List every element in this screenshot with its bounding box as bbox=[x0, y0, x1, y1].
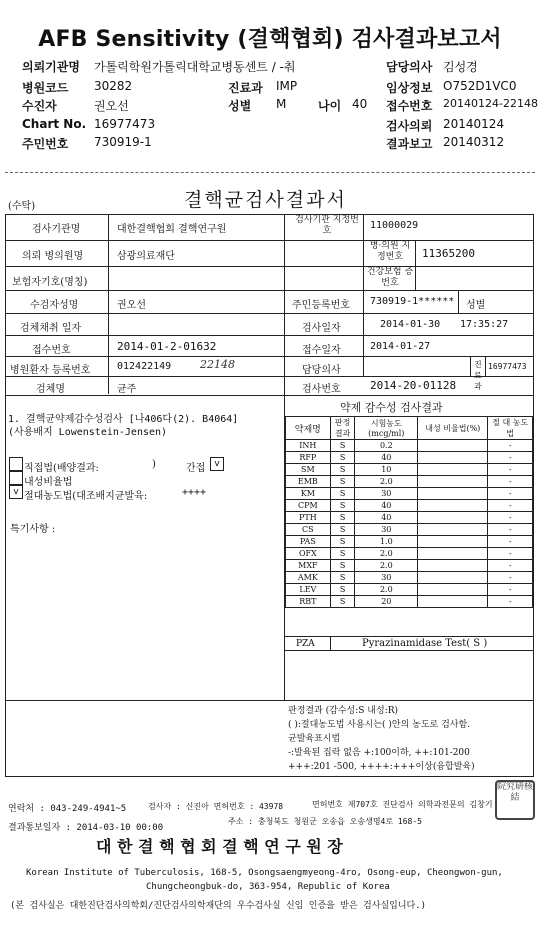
drug-conc-cell: 40 bbox=[355, 512, 418, 524]
drug-row bbox=[286, 488, 533, 500]
susceptibility-table bbox=[285, 416, 533, 608]
drug-ratio-cell bbox=[418, 596, 488, 608]
drug-conc-cell: 2.0 bbox=[355, 476, 418, 488]
drug-name-cell: SM bbox=[286, 464, 331, 476]
form-label: 검사기관 지정번호 bbox=[295, 215, 359, 236]
drug-ratio-cell bbox=[418, 500, 488, 512]
handwritten-note: 22148 bbox=[200, 358, 235, 371]
drug-ratio-cell bbox=[418, 512, 488, 524]
header-label: 성별 bbox=[228, 99, 252, 113]
form-label: 건강보험 증번호 bbox=[366, 267, 414, 288]
ratio-method-label: 내성비율법 bbox=[24, 477, 73, 488]
header-value: 가톨릭학원가톨릭대학교병동센트 / -춰 bbox=[94, 60, 296, 74]
drug-res-cell: S bbox=[330, 536, 355, 548]
legend-line: -:발육된 집락 없음 +:100이하, ++:101-200 bbox=[288, 748, 470, 758]
drug-res-cell: S bbox=[330, 440, 355, 452]
form-value: 11000029 bbox=[370, 220, 419, 231]
drug-conc-cell: 2.0 bbox=[355, 560, 418, 572]
drug-abs-cell: - bbox=[488, 476, 533, 488]
legend-line: ( ):절대농도법 사용시는( )안의 농도로 검사함. bbox=[288, 720, 471, 730]
drug-abs-cell: - bbox=[488, 560, 533, 572]
drug-row bbox=[286, 548, 533, 560]
drug-abs-cell: - bbox=[488, 464, 533, 476]
form-label: 검체채취 일자 bbox=[20, 323, 82, 334]
header-value: 20140124-22148 bbox=[443, 97, 538, 110]
form-label: 의뢰 병의원명 bbox=[22, 251, 84, 262]
absolute-method-checkbox: v bbox=[9, 485, 23, 499]
drug-name-cell: EMB bbox=[286, 476, 331, 488]
form-label: 검사번호 bbox=[302, 384, 341, 395]
drug-res-cell: S bbox=[330, 476, 355, 488]
legend-line: 균발육표시법 bbox=[288, 734, 341, 744]
header-value: 730919-1 bbox=[94, 135, 152, 149]
drug-conc-cell: 0.2 bbox=[355, 440, 418, 452]
drug-res-cell: S bbox=[330, 500, 355, 512]
header-value: O752D1VC0 bbox=[443, 79, 517, 93]
form-label: 진료과 bbox=[474, 360, 482, 391]
drug-conc-cell: 30 bbox=[355, 572, 418, 584]
method-line: 1. 결핵균약제감수성검사 [나406다(2). B4064] bbox=[8, 414, 239, 425]
header-value: 16977473 bbox=[94, 117, 156, 131]
form-label: 주민등록번호 bbox=[292, 300, 350, 311]
footer-phone: 연락처 : 043-249-4941~5 bbox=[8, 804, 127, 814]
header-value: IMP bbox=[276, 79, 298, 93]
drug-res-cell: S bbox=[330, 464, 355, 476]
drug-row bbox=[286, 464, 533, 476]
drug-conc-cell: 30 bbox=[355, 524, 418, 536]
drug-abs-cell: - bbox=[488, 548, 533, 560]
pza-value: Pyrazinamidase Test( S ) bbox=[362, 638, 488, 649]
drug-ratio-cell bbox=[418, 440, 488, 452]
form-label: 검사일자 bbox=[302, 323, 341, 334]
drug-abs-cell: - bbox=[488, 488, 533, 500]
drug-conc-cell: 40 bbox=[355, 500, 418, 512]
header-value: M bbox=[276, 97, 287, 111]
drug-abs-cell: - bbox=[488, 500, 533, 512]
table-header: 약제명 bbox=[286, 417, 331, 440]
drug-res-cell: S bbox=[330, 524, 355, 536]
form-value: 16977473 bbox=[488, 362, 527, 371]
drug-name-cell: LEV bbox=[286, 584, 331, 596]
legend-line: +++:201 -500, ++++:+++이상(융합발육) bbox=[288, 762, 475, 772]
form-value: 17:35:27 bbox=[460, 319, 509, 330]
legend-line: 판정결과 (감수성:S 내성:R) bbox=[288, 706, 398, 716]
drug-res-cell: S bbox=[330, 560, 355, 572]
form-value: 삼광의료재단 bbox=[117, 251, 175, 262]
drug-name-cell: PAS bbox=[286, 536, 331, 548]
drug-conc-cell: 20 bbox=[355, 596, 418, 608]
header-label: 임상정보 bbox=[386, 81, 433, 95]
remarks-label: 특기사항 : bbox=[10, 524, 56, 535]
drug-res-cell: S bbox=[330, 488, 355, 500]
indirect-label: 간접 bbox=[186, 463, 206, 474]
form-label: 병·의원 지정번호 bbox=[369, 241, 411, 262]
drug-conc-cell: 40 bbox=[355, 452, 418, 464]
drug-abs-cell: - bbox=[488, 524, 533, 536]
direct-method-label: 직접법(배양결과: bbox=[24, 463, 99, 474]
table-header: 판정 결과 bbox=[330, 417, 355, 440]
header-label: 담당의사 bbox=[386, 60, 433, 74]
header-value: 20140124 bbox=[443, 117, 505, 131]
form-value: 권오선 bbox=[117, 300, 146, 311]
drug-abs-cell: - bbox=[488, 440, 533, 452]
drug-res-cell: S bbox=[330, 548, 355, 560]
drug-name-cell: MXF bbox=[286, 560, 331, 572]
drug-ratio-cell bbox=[418, 524, 488, 536]
form-value: 균주 bbox=[117, 384, 137, 395]
table-header: 시험농도 (mcg/ml) bbox=[355, 417, 418, 440]
footer-examiner: 검사자 : 신진아 면허번호 : 43978 bbox=[148, 802, 284, 811]
pza-label: PZA bbox=[296, 639, 315, 649]
drug-res-cell: S bbox=[330, 512, 355, 524]
header-label: 결과보고 bbox=[386, 137, 433, 151]
form-value: 대한결핵협회 결핵연구원 bbox=[117, 224, 227, 235]
form-value: 11365200 bbox=[422, 247, 475, 260]
drug-ratio-cell bbox=[418, 560, 488, 572]
drug-name-cell: OFX bbox=[286, 548, 331, 560]
drug-abs-cell: - bbox=[488, 584, 533, 596]
form-label: 검사기관명 bbox=[32, 224, 81, 235]
header-value: 20140312 bbox=[443, 135, 505, 149]
form-value: 2014-20-01128 bbox=[370, 379, 457, 392]
form-value: 012422149 bbox=[117, 361, 172, 372]
drug-res-cell: S bbox=[330, 584, 355, 596]
footer-english: Korean Institute of Tuberculosis, 168-5, Osongsaengmyeong-4ro, Osong-eup, Cheongwon-gun, bbox=[26, 868, 503, 878]
header-value: 권오선 bbox=[94, 99, 129, 113]
drug-conc-cell: 1.0 bbox=[355, 536, 418, 548]
ratio-method-checkbox bbox=[9, 471, 23, 485]
header-label: 접수번호 bbox=[386, 99, 433, 113]
direct-method-checkbox bbox=[9, 457, 23, 471]
header-label: 의뢰기관명 bbox=[22, 60, 80, 74]
header-value: 30282 bbox=[94, 79, 133, 93]
form-title: 결핵균검사결과서 bbox=[184, 189, 347, 211]
drug-row bbox=[286, 524, 533, 536]
drug-name-cell: INH bbox=[286, 440, 331, 452]
drug-row bbox=[286, 572, 533, 584]
drug-abs-cell: - bbox=[488, 536, 533, 548]
header-label: Chart No. bbox=[22, 117, 87, 131]
drug-name-cell: PTH bbox=[286, 512, 331, 524]
drug-ratio-cell bbox=[418, 452, 488, 464]
form-label: 검체명 bbox=[36, 384, 65, 395]
drug-ratio-cell bbox=[418, 536, 488, 548]
header-label: 수진자 bbox=[22, 99, 57, 113]
footer-english: Chungcheongbuk-do, 363-954, Republic of Korea bbox=[146, 882, 390, 892]
drug-name-cell: RFP bbox=[286, 452, 331, 464]
form-value: 2014-01-2-01632 bbox=[117, 340, 217, 353]
footer-address: 주소 : 충청북도 청원군 오송읍 오송생명4로 168-5 bbox=[228, 817, 422, 826]
absolute-method-label: 절대농도법(대조배지균발육: bbox=[24, 491, 148, 502]
drug-name-cell: KM bbox=[286, 488, 331, 500]
header-label: 진료과 bbox=[228, 81, 263, 95]
drug-abs-cell: - bbox=[488, 452, 533, 464]
form-tag: (수탁) bbox=[8, 201, 36, 212]
form-label: 담당의사 bbox=[302, 365, 341, 376]
drug-res-cell: S bbox=[330, 452, 355, 464]
drug-res-cell: S bbox=[330, 572, 355, 584]
drug-ratio-cell bbox=[418, 476, 488, 488]
drug-ratio-cell bbox=[418, 572, 488, 584]
drug-abs-cell: - bbox=[488, 512, 533, 524]
form-label: 보험자기호(명칭) bbox=[12, 277, 88, 288]
header-value: 김성경 bbox=[443, 60, 478, 74]
form-value: 2014-01-27 bbox=[370, 341, 431, 352]
drug-abs-cell: - bbox=[488, 596, 533, 608]
drug-name-cell: AMK bbox=[286, 572, 331, 584]
drug-abs-cell: - bbox=[488, 572, 533, 584]
drug-name-cell: RBT bbox=[286, 596, 331, 608]
drug-ratio-cell bbox=[418, 464, 488, 476]
drug-ratio-cell bbox=[418, 488, 488, 500]
footer-certification: (본 검사실은 대한진단검사의학회/진단검사의학재단의 우수검사실 신임 인증을 받은 검사실입니다.) bbox=[10, 901, 427, 911]
drug-ratio-cell bbox=[418, 584, 488, 596]
drug-row bbox=[286, 584, 533, 596]
drug-row bbox=[286, 596, 533, 608]
form-value: 730919-1****** bbox=[370, 296, 455, 307]
drug-name-cell: CPM bbox=[286, 500, 331, 512]
drug-row bbox=[286, 536, 533, 548]
form-label: 성별 bbox=[466, 300, 486, 311]
footer-license: 면허번호 제707호 진단검사 의학과전문의 김창기 bbox=[312, 800, 493, 809]
drug-res-cell: S bbox=[330, 596, 355, 608]
form-label: 접수번호 bbox=[32, 345, 71, 356]
form-label: 병원환자 등록번호 bbox=[10, 365, 91, 376]
method-medium: (사용배지 Lowenstein-Jensen) bbox=[8, 427, 168, 438]
header-label: 나이 bbox=[318, 99, 342, 113]
drug-ratio-cell bbox=[418, 548, 488, 560]
drug-row bbox=[286, 560, 533, 572]
drug-name-cell: CS bbox=[286, 524, 331, 536]
header-label: 병원코드 bbox=[22, 81, 69, 95]
form-value: 2014-01-30 bbox=[380, 319, 441, 330]
susceptibility-title: 약제 감수성 검사결과 bbox=[340, 401, 443, 414]
drug-conc-cell: 10 bbox=[355, 464, 418, 476]
header-value: 40 bbox=[352, 97, 368, 111]
report-title: AFB Sensitivity (결핵협회) 검사결과보고서 bbox=[38, 27, 502, 52]
institute-name: 대 한 결 핵 협 회 결 핵 연 구 원 장 bbox=[96, 837, 343, 856]
header-label: 검사의뢰 bbox=[386, 119, 433, 133]
drug-row bbox=[286, 500, 533, 512]
drug-row bbox=[286, 476, 533, 488]
form-label: 수검자성명 bbox=[30, 300, 79, 311]
control-growth: ++++ bbox=[182, 487, 207, 498]
indirect-checkbox: v bbox=[210, 457, 224, 471]
table-header: 내성 비율법(%) bbox=[418, 417, 488, 440]
drug-conc-cell: 2.0 bbox=[355, 548, 418, 560]
drug-row bbox=[286, 440, 533, 452]
table-header: 절 대 농도법 bbox=[488, 417, 533, 440]
official-seal: 院究研核結 bbox=[495, 780, 535, 820]
direct-method-close: ) bbox=[152, 459, 156, 470]
header-label: 주민번호 bbox=[22, 137, 69, 151]
drug-row bbox=[286, 452, 533, 464]
drug-row bbox=[286, 512, 533, 524]
footer-notify-date: 결과통보일자 : 2014-03-10 00:00 bbox=[8, 823, 164, 833]
drug-conc-cell: 30 bbox=[355, 488, 418, 500]
drug-conc-cell: 2.0 bbox=[355, 584, 418, 596]
form-label: 접수일자 bbox=[302, 345, 341, 356]
